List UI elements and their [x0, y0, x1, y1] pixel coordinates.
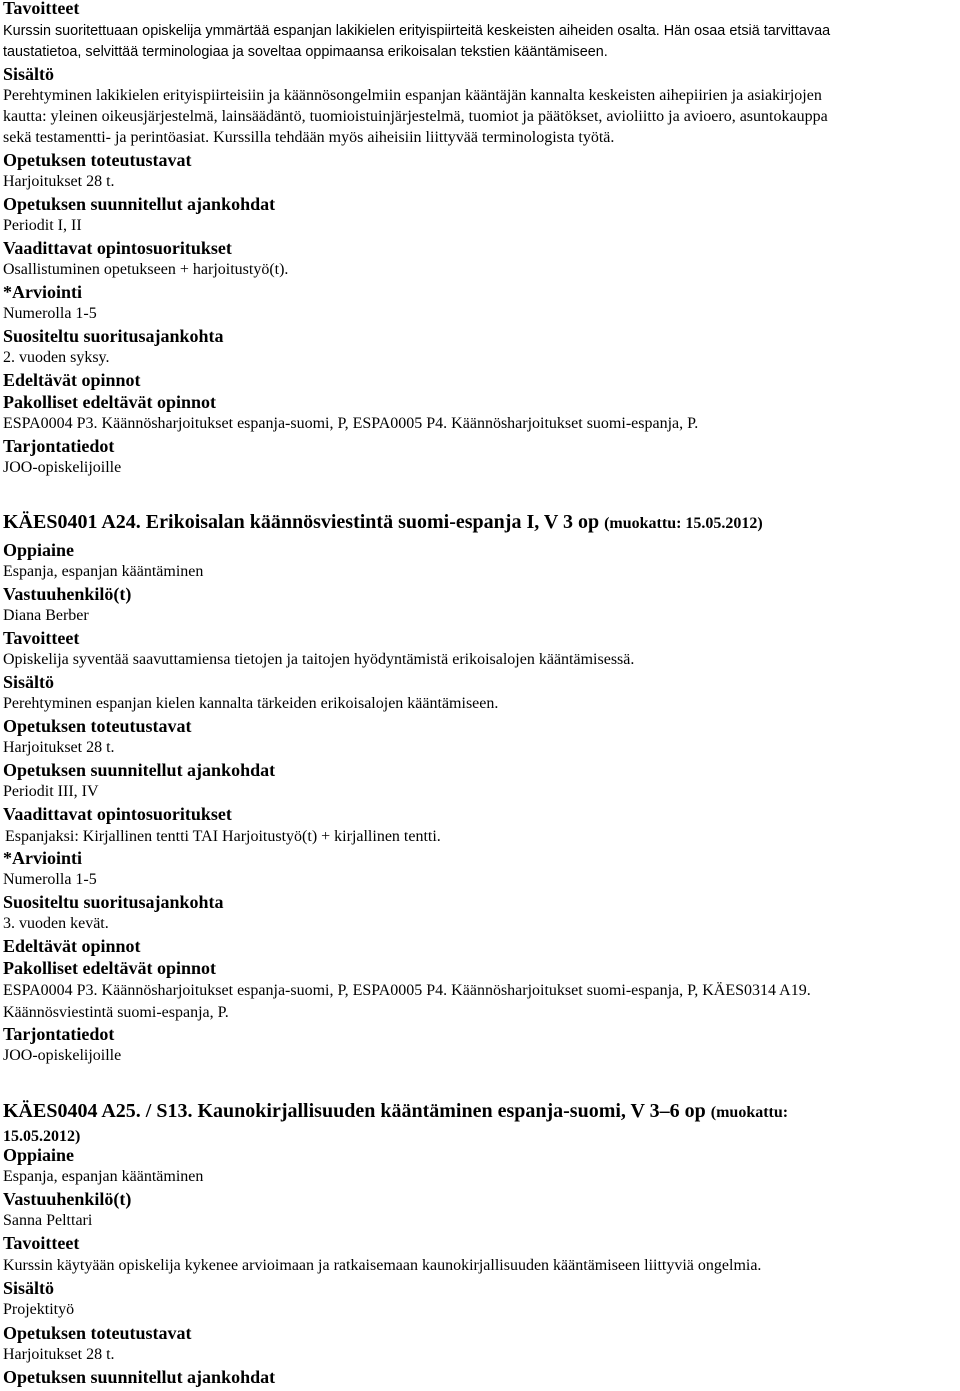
vastuu-heading: Vastuuhenkilö(t): [3, 584, 132, 604]
sisalto-heading: Sisältö: [3, 672, 55, 692]
pakolliset-heading: Pakolliset edeltävät opinnot: [3, 958, 217, 978]
course-title-text: KÄES0401 A24. Erikoisalan käännösviestintä suomi-espanja I, V 3 op: [3, 511, 600, 533]
ajankohdat-value: Periodit III, IV: [3, 783, 99, 800]
pakolliset-heading: Pakolliset edeltävät opinnot: [3, 392, 217, 412]
pakolliset-value-line-2: Käännösviestintä suomi-espanja, P.: [3, 1004, 229, 1021]
tarjonta-heading: Tarjontatiedot: [3, 436, 115, 456]
tarjonta-value: JOO-opiskelijoille: [3, 459, 122, 476]
oppiaine-value: Espanja, espanjan kääntäminen: [3, 1168, 204, 1185]
ajankohdat-heading: Opetuksen suunnitellut ajankohdat: [3, 760, 276, 780]
tavoitteet-value: Opiskelija syventää saavuttamiensa tietojen ja taitojen hyödyntämistä erikoisalojen kääntämisessä.: [3, 651, 635, 668]
sisalto-text-line-3: sekä testamentti- ja perintöasiat. Kurssilla tehdään myös aiheisiin liittyvää terminologista työtä.: [3, 129, 615, 146]
sisalto-text-line-1: Perehtyminen lakikielen erityispiirteisiin ja käännösongelmiin espanjan kääntäjän kannalta keskeisten aihepiirien ja asiakirjojen: [3, 87, 822, 104]
modified-date: (muokattu: 15.05.2012): [604, 515, 763, 532]
course-title-text: KÄES0404 A25. / S13. Kaunokirjallisuuden kääntäminen espanja-suomi, V 3–6 op: [3, 1100, 706, 1122]
vastuu-value: Sanna Pelttari: [3, 1212, 93, 1229]
tavoitteet-text-line-1: Kurssin suoritettuaan opiskelija ymmärtää espanjan lakikielen erityispiirteitä keskeisten aiheiden osalta. Hän osaa etsiä tarvittavaa: [3, 23, 831, 39]
tarjonta-heading: Tarjontatiedot: [3, 1024, 115, 1044]
suositeltu-heading: Suositeltu suoritusajankohta: [3, 326, 224, 346]
toteutustavat-value: Harjoitukset 28 t.: [3, 1346, 115, 1363]
suositeltu-value: 2. vuoden syksy.: [3, 349, 110, 366]
sisalto-value: Perehtyminen espanjan kielen kannalta tärkeiden erikoisalojen kääntämiseen.: [3, 695, 499, 712]
sisalto-value: Projektityö: [3, 1301, 75, 1318]
toteutustavat-heading: Opetuksen toteutustavat: [3, 1323, 192, 1343]
ajankohdat-heading: Opetuksen suunnitellut ajankohdat: [3, 1367, 276, 1387]
tavoitteet-value: Kurssin käytyään opiskelija kykenee arvioimaan ja ratkaisemaan kaunokirjallisuuden kääntämiseen liittyviä ongelmia.: [3, 1257, 762, 1274]
sisalto-text-line-2: kautta: yleinen oikeusjärjestelmä, lainsäädäntö, tuomioistuinjärjestelmä, tuomiot ja päätökset, avioliitto ja avioero, asuntokauppa: [3, 108, 828, 125]
modified-label: (muokattu:: [710, 1104, 789, 1121]
vastuu-heading: Vastuuhenkilö(t): [3, 1189, 132, 1209]
ajankohdat-value: Periodit I, II: [3, 217, 82, 234]
arviointi-heading: *Arviointi: [3, 848, 82, 868]
pakolliset-value: ESPA0004 P3. Käännösharjoitukset espanja-suomi, P, ESPA0005 P4. Käännösharjoitukset suomi-espanja, P.: [3, 415, 699, 432]
tavoitteet-text-line-2: taustatietoa, selvittää terminologiaa ja soveltaa oppimaansa erikoisalan tekstien kääntämiseen.: [3, 44, 608, 60]
toteutustavat-heading: Opetuksen toteutustavat: [3, 150, 192, 170]
vaadittavat-value: Osallistuminen opetukseen + harjoitustyö(t).: [3, 261, 289, 278]
pakolliset-value-line-1: ESPA0004 P3. Käännösharjoitukset espanja-suomi, P, ESPA0005 P4. Käännösharjoitukset suomi-espanja, P, KÄES0314 A19.: [3, 982, 811, 999]
sisalto-heading: Sisältö: [3, 1278, 55, 1298]
course-title-kaes0401: [3, 510, 763, 536]
course-title-kaes0404: [3, 1099, 788, 1125]
ajankohdat-heading: Opetuksen suunnitellut ajankohdat: [3, 194, 276, 214]
modified-date: 15.05.2012): [3, 1128, 81, 1145]
suositeltu-value: 3. vuoden kevät.: [3, 915, 109, 932]
arviointi-heading: *Arviointi: [3, 282, 82, 302]
arviointi-value: Numerolla 1-5: [3, 871, 97, 888]
toteutustavat-heading: Opetuksen toteutustavat: [3, 716, 192, 736]
toteutustavat-value: Harjoitukset 28 t.: [3, 739, 115, 756]
arviointi-value: Numerolla 1-5: [3, 305, 97, 322]
sisalto-heading: Sisältö: [3, 64, 55, 84]
vaadittavat-value: Espanjaksi: Kirjallinen tentti TAI Harjoitustyö(t) + kirjallinen tentti.: [5, 828, 441, 845]
tavoitteet-heading: Tavoitteet: [3, 628, 80, 648]
tavoitteet-heading: Tavoitteet: [3, 0, 80, 18]
suositeltu-heading: Suositeltu suoritusajankohta: [3, 892, 224, 912]
edeltavat-heading: Edeltävät opinnot: [3, 936, 141, 956]
vastuu-value: Diana Berber: [3, 607, 89, 624]
tarjonta-value: JOO-opiskelijoille: [3, 1047, 122, 1064]
edeltavat-heading: Edeltävät opinnot: [3, 370, 141, 390]
oppiaine-value: Espanja, espanjan kääntäminen: [3, 563, 204, 580]
vaadittavat-heading: Vaadittavat opintosuoritukset: [3, 238, 232, 258]
tavoitteet-heading: Tavoitteet: [3, 1233, 80, 1253]
oppiaine-heading: Oppiaine: [3, 1145, 75, 1165]
oppiaine-heading: Oppiaine: [3, 540, 75, 560]
vaadittavat-heading: Vaadittavat opintosuoritukset: [3, 804, 232, 824]
toteutustavat-value: Harjoitukset 28 t.: [3, 173, 115, 190]
